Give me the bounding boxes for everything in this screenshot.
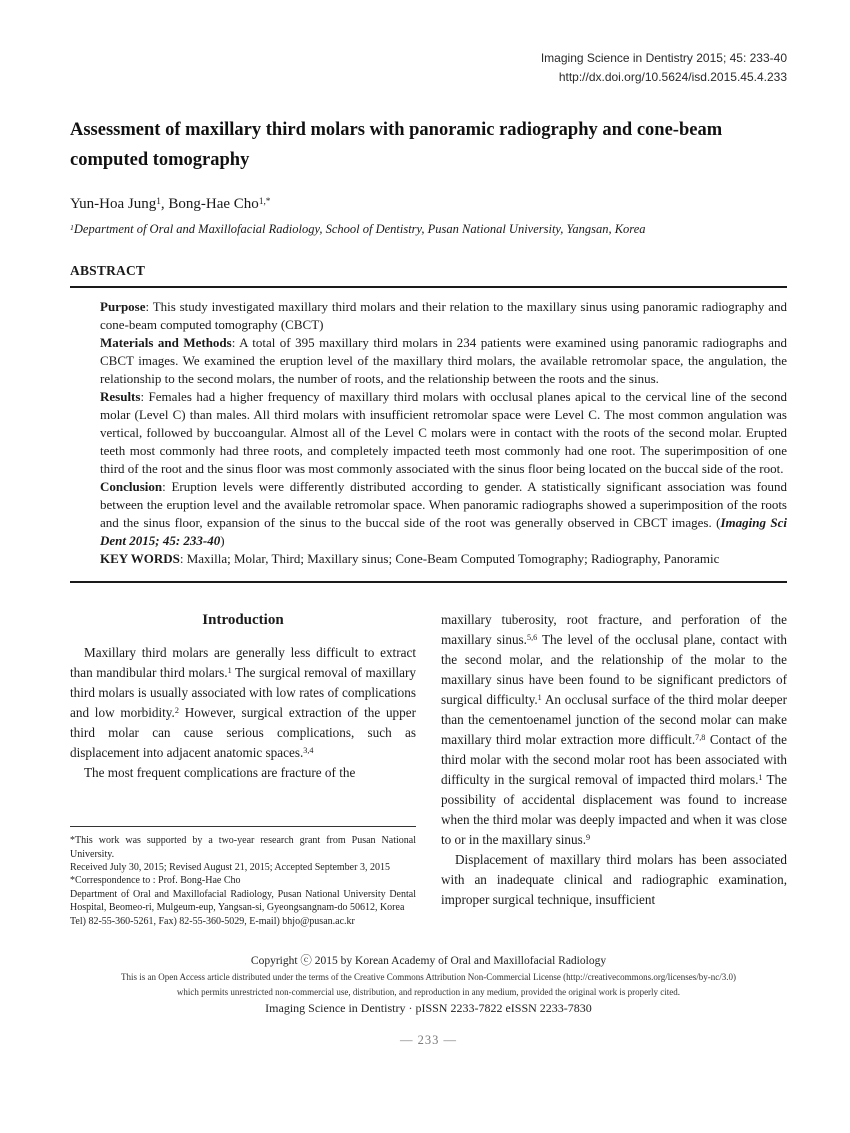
journal-citation: Imaging Science in Dentistry 2015; 45: 233-40: [540, 51, 787, 65]
affiliation-line: $^1$Department of Oral and Maxillofacial Radiology, School of Dentistry, Pusan National University, Yangsan, Korea: [70, 222, 646, 236]
footnote-address-line: Department of Oral and Maxillofacial Radiology, Pusan National University Dental Hospital, Beomeo-ri, Mulgeum-eup, Yangsan-si, Gyeongsangnam-do 50612, Korea: [70, 888, 416, 914]
right-column: [441, 610, 787, 928]
abstract-conclusion-paragraph: Conclusion: Eruption levels were differently distributed according to gender. A statistically significant association was found between the eruption level and the available retromolar space. When panoramic radiographs showed a superimposition of the roots and the sinus floor, expansion of the sinus to the buccal side of the root was generally observed in CBCT images. (Imaging Sci Dent 2015; 45: 233-40): [100, 479, 787, 548]
journal-reference-block: [70, 0, 787, 87]
author-line: Yun-Hoa Jung$^1$, Bong-Hae Cho$^{1,*}$: [70, 196, 271, 212]
introduction-heading: Introduction: [202, 612, 284, 628]
body-paragraph-displacement: Displacement of maxillary third molars has been associated with an inadequate clinical and radiographic examination, improper surgical technique, insufficient: [441, 852, 787, 907]
footnote-dates-line: Received July 30, 2015; Revised August 21, 2015; Accepted September 3, 2015: [70, 861, 390, 873]
doi-link[interactable]: http://dx.doi.org/10.5624/isd.2015.45.4.233: [558, 70, 787, 84]
issn-line: Imaging Science in Dentistry · pISSN 2233-7822 eISSN 2233-7830: [265, 1001, 592, 1015]
license-line-1: This is an Open Access article distributed under the terms of the Creative Commons Attribution Non-Commercial License (http://creativecommons.org/licenses/by-nc/3.0): [121, 972, 736, 982]
keywords-rule: [70, 581, 787, 583]
intro-paragraph-2: The most frequent complications are fracture of the: [84, 765, 356, 780]
keywords-line: KEY WORDS: Maxilla; Molar, Third; Maxillary sinus; Cone-Beam Computed Tomography; Radiography, Panoramic: [100, 551, 720, 566]
body-paragraph-continuation: maxillary tuberosity, root fracture, and perforation of the maxillary sinus.$^{5,6}$ The level of the occlusal plane, contact with the second molar, and the relationship of the molar to the maxillary sinus have been found to be significant predictors of surgical difficulty.$^1$ An occlusal surface of the third molar deeper than the cementoenamel junction of the second molar can make maxillary third molar extraction more difficult.$^{7,8}$ Contact of the third molar with the second molar root has been associated with difficulty in the surgical removal of impacted third molars.$^1$ The possibility of accidental displacement was found to increase when the third molar was deeply impacted and when it was close to or in the maxillary sinus.$^9$: [441, 612, 787, 847]
abstract-rule: [70, 286, 787, 288]
abstract-body: [100, 298, 787, 568]
footnote-block: [70, 826, 416, 928]
page-footer: [70, 954, 787, 1016]
article-title: Assessment of maxillary third molars with panoramic radiography and cone-beam computed tomography: [70, 120, 723, 170]
left-column: [70, 610, 416, 928]
copyright-line: Copyright ⓒ 2015 by Korean Academy of Oral and Maxillofacial Radiology: [250, 955, 607, 967]
intro-paragraph-1: Maxillary third molars are generally less difficult to extract than mandibular third molars.$^1$ The surgical removal of maxillary third molars is usually associated with low rates of complications and low morbidity.$^2$ However, surgical extraction of the upper third molar can cause serious complications, such as displacement into adjacent anatomic spaces.$^{3,4}$: [70, 645, 417, 760]
footnote-contact-line[interactable]: Tel) 82-55-360-5261, Fax) 82-55-360-5029, E-mail) bhjo@pusan.ac.kr: [70, 915, 355, 927]
abstract-heading: ABSTRACT: [70, 263, 146, 278]
page-number: — 233 —: [400, 1033, 457, 1047]
two-column-body: [70, 610, 787, 928]
license-line-2: which permits unrestricted non-commercial use, distribution, and reproduction in any medium, provided the original work is properly cited.: [176, 986, 681, 997]
footnote-correspondence-line: *Correspondence to : Prof. Bong-Hae Cho: [70, 875, 241, 887]
abstract-results-paragraph: Results: Females had a higher frequency of maxillary third molars with occlusal planes apical to the cervical line of the second molar (Level C) than males. All third molars with insufficient retromolar space were Level C. The most common angulation was vertical, followed by buccoangular. Almost all of the Level C molars were in contact with the roots of the second molar. Erupted teeth most commonly had three roots, and completely impacted teeth most commonly had one root. The superimposition of one third of the root and the sinus floor was most commonly associated with the sinus floor being located on the buccal side of the root.: [100, 389, 787, 476]
abstract-methods-paragraph: Materials and Methods: A total of 395 maxillary third molars in 234 patients were examined using panoramic radiographs and CBCT images. We examined the eruption level of the maxillary third molars, the available retromolar space, the angulation, the relationship to the second molars, the number of roots, and the relationship between the roots and the sinus.: [100, 335, 787, 386]
abstract-purpose-paragraph: Purpose: This study investigated maxillary third molars and their relation to the maxillary sinus using panoramic radiography and cone-beam computed tomography (CBCT): [100, 299, 787, 332]
footnote-grant-line: *This work was supported by a two-year research grant from Pusan National University.: [70, 835, 416, 860]
